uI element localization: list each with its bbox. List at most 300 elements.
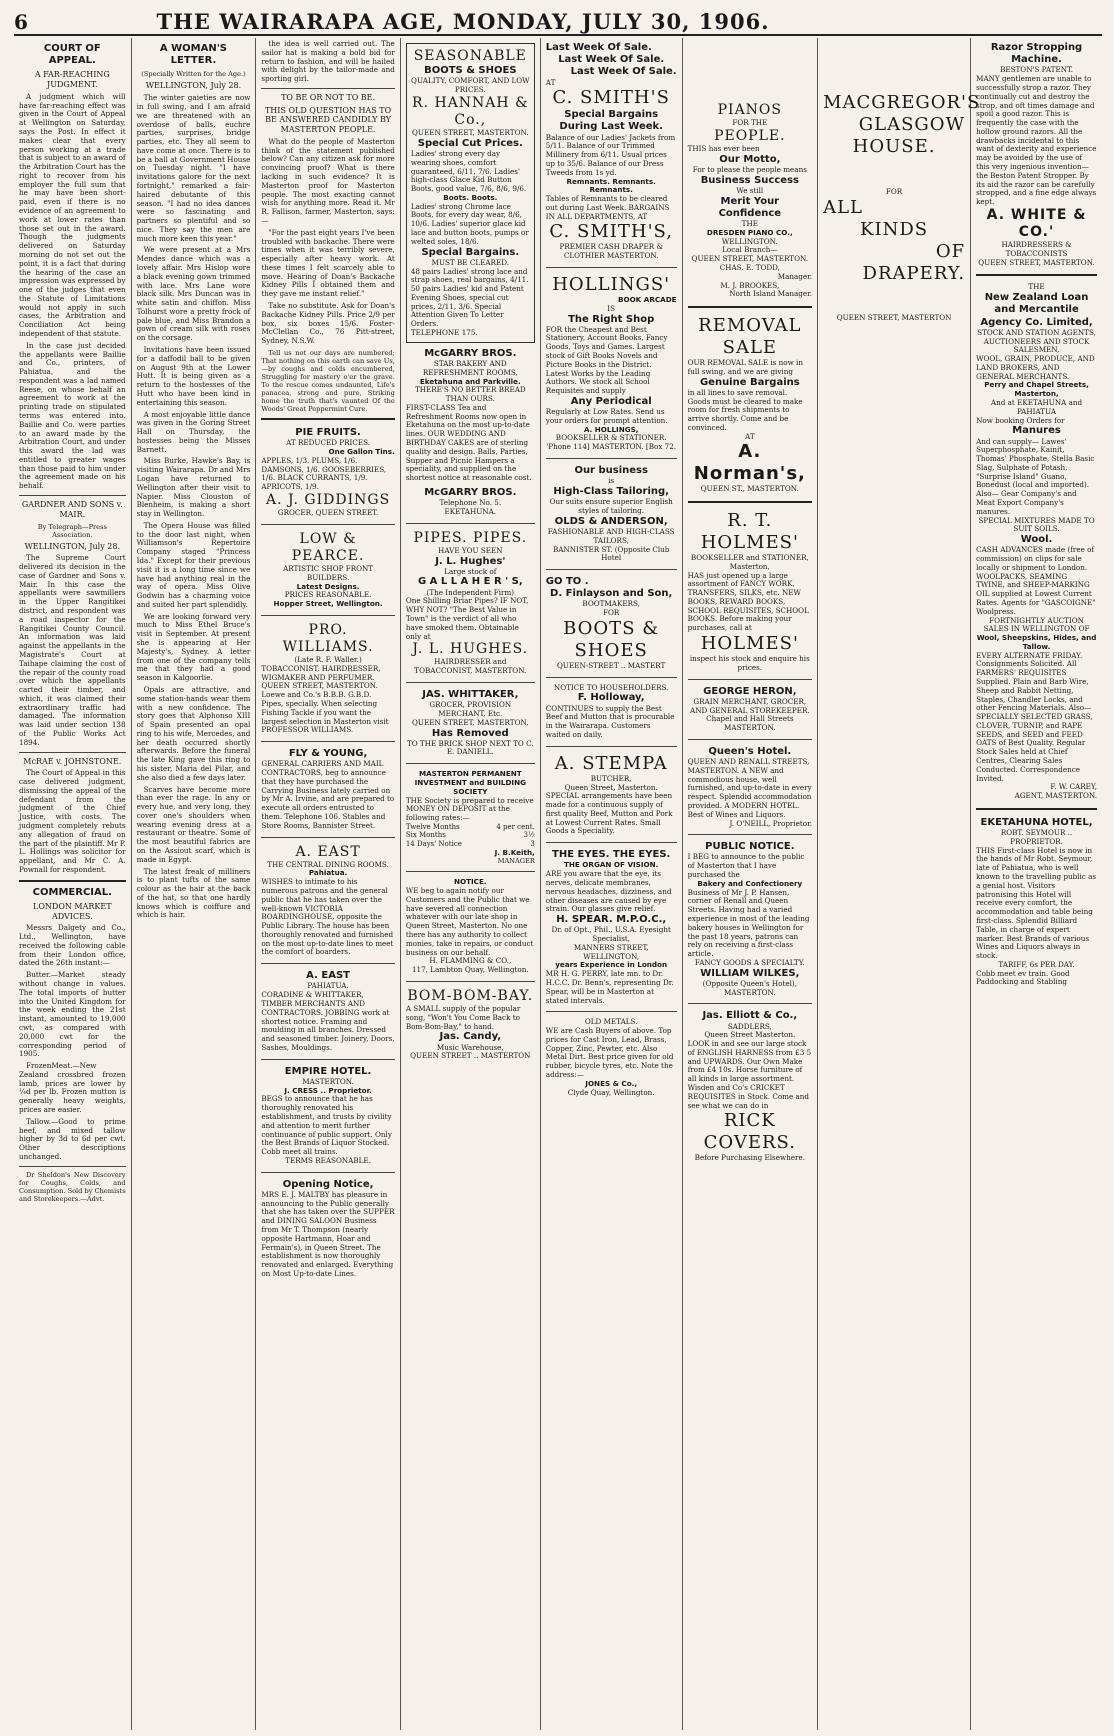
rate-term: Twelve Months bbox=[405, 822, 460, 831]
advert-text: Tables of Remnants to be cleared out during Last Week. BARGAINS IN ALL DEPARTMENTS, AT bbox=[545, 194, 670, 221]
advert-text: ARTISTIC SHOP FRONT BUILDERS. bbox=[283, 564, 374, 582]
article-paragraph: Invitations have been issued for a daffodil ball to be given on August 9th at the Lower Hutt. It is being given as a return to the hostesses of the Hutt who have been kind in entertaining this season. bbox=[136, 345, 251, 407]
advert-text: THE Society is prepared to receive MONEY ON DEPOSIT at the following rates:— bbox=[405, 795, 534, 823]
advert-text: Large stock of bbox=[444, 566, 497, 576]
advert-text: TELEPHONE 175. bbox=[410, 327, 478, 337]
article-paragraph: FrozenMeat.—New Zealand crossbred frozen lamb, prices are lower by ¼d per lb. Frozen mutton is generally heavy weights, prices are easier. bbox=[19, 1061, 126, 1114]
divider bbox=[546, 458, 677, 459]
advert-text: Regularly at Low Rates. Send us your orders for prompt attention. bbox=[545, 407, 668, 425]
column-5 bbox=[541, 38, 683, 1730]
advert-text: And at EKETAHUNA and PAHIATUA bbox=[990, 397, 1083, 416]
divider bbox=[406, 523, 535, 524]
advert-dresden-piano bbox=[688, 40, 813, 301]
advert-text: years Experience in London bbox=[555, 960, 668, 970]
article-paragraph: Miss Burke, Hawke's Bay, is visiting Wairarapa. Dr and Mrs Logan have returned to Wellington after their visit to Napier. Miss Clouston of Blenheim, is making a short stay in Wellington. bbox=[136, 456, 251, 519]
advert-address: Queen Street Masterton. bbox=[704, 1030, 796, 1040]
advert-text: G A L L A H E R ' S, bbox=[417, 576, 523, 588]
advert-text: One Shilling Briar Pipes? IF NOT, WHY NOT? "The Best Value in Town" is the verdict of all who have smoked them. Obtainable only at bbox=[405, 596, 529, 641]
advert-text: ARE you aware that the eye, its nerves, delicate membranes, nervous headaches, dizziness, and other diseases are caused by eye strain. Our glasses give relief. bbox=[545, 869, 672, 914]
advert-text: BEGS to announce that he has thoroughly renovated his establishment, and trusts by civility and attention to merit further continuance of public support. Only the Best Brands of Liquor Stocked. Cobb meet all trains. bbox=[261, 1094, 392, 1157]
advert-eketahuna-hotel bbox=[976, 815, 1097, 989]
advert-text: BOOKSELLER & STATIONER. bbox=[555, 433, 667, 443]
article-heading: TO BE OR NOT TO BE. bbox=[281, 92, 376, 102]
advert-text: AT bbox=[545, 77, 556, 87]
divider bbox=[406, 871, 535, 872]
advert-text: QUEEN AND RENALL STREETS, MASTERTON. A NEW and commodious house, well furnished, and up-to-date in every respect. Splendid accommodation provided. A MODERN HOTEL. Best of Wines and Liquors. bbox=[687, 757, 812, 819]
article-paragraph: Take no substitute. Ask for Doan's Backache Kidney Pills. Price 2/9 per box, six boxes 15/6. Foster-McClellan Co., 76 Pitt-street, Sydney, N.S.W. bbox=[261, 300, 395, 346]
article-paragraph: The winter gaieties are now in full swing, and I am afraid we are threatened with an overdose of balls, euchre parties, surprises, bridge parties, etc. They all seem to have come at once. There is to be a ball at Government House on Tuesday night. "I have invitations galore for the next fortnight," remarked a fair-haired debutante of this season. "I had no idea dances were so fascinating and partners so plentiful and so nice. They say the men are much more keen this year." bbox=[136, 93, 251, 243]
advert-name: J. CRESS .. Proprietor. bbox=[284, 1085, 372, 1095]
advert-text: Our suits ensure superior English styles of tailoring. bbox=[549, 497, 673, 515]
advert-title: EMPIRE HOTEL. bbox=[284, 1065, 372, 1077]
advert-title: Queen's Hotel. bbox=[708, 745, 792, 757]
advert-text: Masterton, bbox=[729, 561, 770, 571]
advert-text: MRS E. J. MALTBY has pleasure in announcing to the Public generally that she has taken over the SUPPER and DINING SALOON Business from Mr T. Thompson (nearly opposite Hartmann, Hoar and Fermain's), in Queen Street. The establishment is now thoroughly renovated and enlarged. Everything on Most Up-to-date Lines. bbox=[261, 1189, 395, 1278]
advert-title: THE EYES. THE EYES. bbox=[552, 849, 671, 861]
advert-title: JAS. WHITTAKER, bbox=[422, 688, 519, 700]
advert-text: GRAIN MERCHANT, GROCER, AND GENERAL STOREKEEPER. Chapel and Hall Streets bbox=[690, 696, 810, 724]
advert-nz-loan bbox=[976, 281, 1097, 803]
advert-holmes-books bbox=[688, 508, 813, 674]
advert-text: Dr. of Opt., Phil., U.S.A. Eyesight Specialist, bbox=[551, 925, 671, 944]
advert-name: OLDS & ANDERSON, bbox=[554, 515, 668, 527]
advert-text: For to please the people means bbox=[692, 164, 807, 174]
article-paragraph: The Court of Appeal in this case delivered judgment, dismissing the appeal of the defendant from the judgment of the Chief Justice, with costs. The judgment completely rebuts any allegation of fraud on the part of the plaintiff. Mr P. L. Hollings was solicitor for appellant, and Mr C. A. Pownall for respondent. bbox=[19, 768, 126, 874]
advert-bom-bom-bay bbox=[406, 986, 535, 1063]
advert-title: A. EAST bbox=[295, 843, 361, 860]
column-6 bbox=[683, 38, 819, 1730]
spacer bbox=[823, 42, 965, 92]
advert-notice-flamming bbox=[406, 876, 535, 977]
advert-title: Our business bbox=[574, 465, 648, 477]
article-paragraph: The Opera House was filled to the door last night, when Williamson's Repertoire Company staged "Princess Ida." Except for their previous visit it is a long time since we have had anything real in the way of opera. Miss Olive Godwin has a charming voice and suited her part splendidly. bbox=[136, 520, 251, 609]
divider bbox=[688, 1003, 813, 1004]
advert-address: QUEEN STREET, MASTERTON. bbox=[978, 257, 1095, 267]
advert-text: FOR THE bbox=[732, 118, 768, 128]
advert-title: PUBLIC NOTICE. bbox=[705, 841, 795, 853]
advert-address: Queen Street, Masterton. bbox=[564, 782, 658, 792]
rate-value: 4 per cent. bbox=[496, 822, 535, 831]
advert-old-metals bbox=[546, 1016, 677, 1099]
advert-title: PIANOS bbox=[717, 102, 783, 118]
advert-name: JONES & Co., bbox=[585, 1078, 638, 1088]
advert-address: HAIRDRESSER and TOBACCONIST, MASTERTON. bbox=[414, 657, 527, 676]
advert-queens-hotel bbox=[688, 744, 813, 830]
advert-title: New Zealand Loan and Mercantile Agency Co. Limited, bbox=[980, 292, 1093, 328]
advert-title: Last Week Of Sale. bbox=[545, 42, 652, 53]
advert-text: Manures bbox=[1012, 425, 1061, 437]
rate-row bbox=[406, 823, 535, 832]
column-2 bbox=[132, 38, 257, 1730]
advert-text: WE beg to again notify our Customers and the Public that we have severed all connection whatever with our late shop in Queen Street, Masterton. No one there has any authority to collect monies, take in repairs, or conduct business on our behalf. bbox=[405, 886, 534, 957]
advert-text: SADDLERS, bbox=[727, 1021, 772, 1031]
article-paragraph: A most enjoyable little dance was given in the Goring Street Hall on Thursday, the hostesses being the Misses Barnett. bbox=[136, 409, 251, 454]
advert-title: MACGREGOR'S bbox=[823, 92, 981, 113]
divider bbox=[688, 501, 813, 503]
article-subheading: A FAR-REACHING JUDGMENT. bbox=[34, 70, 110, 90]
spacer bbox=[823, 284, 965, 314]
advert-address: QUEEN STREET, MASTERTON. bbox=[412, 127, 529, 137]
advert-text: MR H. G. PERRY, late mn. to Dr. H.C.C. Dr. Benn's, representing Dr. Spear, will be in Masterton at stated intervals. bbox=[545, 969, 674, 1005]
column-3 bbox=[256, 38, 400, 1730]
rate-term: 14 Days' Notice bbox=[405, 840, 462, 849]
advert-text: Perry and Chapel Streets, Masterton, bbox=[984, 380, 1089, 399]
divider bbox=[406, 981, 535, 982]
divider bbox=[406, 682, 535, 683]
advert-text: GO TO . bbox=[545, 576, 589, 588]
advert-holloway bbox=[546, 682, 677, 742]
advert-name: C. SMITH'S, bbox=[549, 221, 673, 243]
advert-text: MANY gentlemen are unable to successfully strop a razor. They continually cut and destroy the strop, and oft times damage and spoil a good razor. This is frequently the case with the hollow ground razors. All the drawbacks incidental to this want of dexterity and experience may be avoided by the use of this very ingenious invention—the Beston Patent Stropper. By its aid the razor can be carefully stropped, and a fine edge always kept. bbox=[976, 74, 1097, 207]
divider bbox=[406, 763, 535, 764]
advert-text: THIS has ever been bbox=[687, 143, 760, 153]
advert-title: LOW & PEARCE. bbox=[291, 530, 365, 564]
advert-text: Latest Designs. bbox=[296, 581, 360, 591]
advert-text: AT REDUCED PRICES. bbox=[286, 438, 371, 448]
divider bbox=[261, 741, 394, 742]
advert-title: GLASGOW bbox=[858, 113, 966, 135]
advert-name: H. SPEAR. M.P.O.C., bbox=[556, 914, 667, 926]
advert-text: Has Removed bbox=[431, 727, 509, 739]
advert-text: 48 pairs Ladies' strong lace and strap shoes, real bargains, 4/11. 50 pairs Ladies' kid and Patent Evening Shoes, special cut prices, 2/11, 3/6. Special Attention Given To Letter Orders. bbox=[410, 266, 529, 329]
article-paragraph: Scarves have become more than ever the rage. In any or every hue, and very long, they cover one's shoulders when wearing evening dress at a restaurant or theatre. Some of the most beautiful fabrics are on the Assiout scarf, which is made in Egypt. bbox=[136, 784, 251, 864]
advert-text: Remnants. Remnants. Remnants. bbox=[566, 176, 656, 195]
advert-name: DRESDEN PIANO CO., bbox=[706, 227, 793, 237]
advert-text: (The Independent Firm) bbox=[426, 587, 515, 597]
newspaper-title: THE WAIRARAPA AGE, MONDAY, JULY 30, 1906. bbox=[156, 9, 770, 34]
advert-title: Razor Stropping Machine. bbox=[990, 42, 1083, 66]
advert-title: PEOPLE. bbox=[714, 127, 786, 144]
article-paragraph: The Supreme Court delivered its decision in the case of Gardner and Sons v. Mair. In this case the appellants were sawmillers in the Upper Rangitikei district, and respondent was a road inspector for the Rangitikei County Council. An information was laid against the appellants in the Magistrate's Court at Taihape claiming the cost of the repair of the county road over which the appellants carted their timber, and which, it was claimed their extraordinary traffic had damaged. The information was laid under section 138 of the Public Works Act 1894. bbox=[19, 553, 126, 747]
advert-public-notice bbox=[688, 839, 813, 999]
advert-pipes bbox=[406, 528, 535, 678]
advert-text: FOR the Cheapest and Best Stationery, Account Books, Fancy Goods, Toys and Games. Largest stock of Gift Books Novels and Picture Books in the District. Latest Works by the Leading Authors. We stock all School Requisites and supply bbox=[545, 324, 668, 396]
advert-text: Local Branch— bbox=[722, 245, 778, 255]
advert-title: SEASONABLE bbox=[413, 48, 527, 64]
advert-mcgarry-sign bbox=[406, 485, 535, 519]
divider bbox=[19, 1166, 126, 1167]
article-subheading: LONDON MARKET ADVICES. bbox=[33, 901, 112, 921]
advert-name: J. B.Keith, bbox=[494, 847, 535, 857]
advert-title: EKETAHUNA HOTEL, bbox=[980, 816, 1093, 828]
advert-building-society bbox=[406, 768, 535, 867]
advert-text: Wool, Sheepskins, Hides, and Tallow. bbox=[976, 633, 1097, 651]
advert-text: Our Motto, bbox=[719, 153, 781, 165]
advert-text: HAVE YOU SEEN bbox=[438, 545, 503, 555]
advert-name: A. WHITE & CO.' bbox=[986, 206, 1087, 240]
advert-text: MUST BE CLEARED. bbox=[431, 257, 509, 267]
advert-text: EVERY ALTERNATE FRIDAY. Consignments Solicited. All FARMERS' REQUISITES Supplied. Plain and Barb Wire, Sheep and Rabbit Netting, Staples, Chandler Locks, and other Fencing Materials. Also— SPECIALLY SELECTED GRASS, CLOVER, TURNIP, and RAPE SEEDS, and SEED and FEED OATS of Best Quality. Regular Stock Sales held at Chief Centres, Clearing Sales Conducted. Correspondence Invited. bbox=[976, 650, 1093, 783]
divider bbox=[546, 746, 677, 747]
advert-text: AT bbox=[745, 431, 755, 441]
divider bbox=[19, 880, 126, 882]
article-paragraph: Tallow.—Good to prime beef, and mixed tallow higher by 3d to 6d per cwt. Other descriptions unchanged. bbox=[19, 1116, 126, 1161]
advert-text: PRICES REASONABLE. bbox=[284, 590, 372, 600]
advert-text: WISHES to intimate to his numerous patrons and the general public that he has taken over the well-known VICTORIA BOARDINGHOUSE, opposite the Public Library. The house has been thoroughly renovated and furnished on the most up-to-date lines to meet the comfort of boarders. bbox=[261, 877, 394, 957]
advert-name: J. O'NEILL, Proprietor. bbox=[729, 818, 813, 828]
advert-text: FANCY GOODS A SPECIALTY. bbox=[694, 957, 805, 967]
advert-text: PAHIATUA. bbox=[307, 981, 349, 991]
advert-title: Opening Notice, bbox=[282, 1178, 374, 1190]
advert-text: And can supply— Lawes' Superphosphate, Kainit, Thomas' Phosphate, Stella Basic Slag, Sulphate of Potash, "Surprise Island" Guano, Bonedust (local and imported). Also— Gear Company's and Meat Export Company's manures. bbox=[976, 436, 1095, 516]
advert-text: TERMS REASONABLE. bbox=[285, 1155, 371, 1165]
rhyme: Tell us not our days are numbered; That nothing on this earth can save Us,—by coughs and colds encumbered, Struggling for mastery o'er the grave. To the rescue comes undaunted, Life's panacea, strong and pure, Striking home the truth that's vaunted Of the Woods' Great Peppermint Cure. bbox=[261, 348, 395, 414]
advert-text: Special Bargains During Last Week. bbox=[559, 109, 663, 133]
advert-pie-fruits bbox=[261, 425, 394, 520]
advert-text: THIS First-class Hotel is now in the hands of Mr Robt. Seymour, late of Pahiatua, who is well known to the travelling public as a genial host. Visitors patronising this Hotel will receive every comfort, the accommodation and table being first-class. Splendid Billiard Table, in charge of expert marker. Best Brands of various Wines and Liquors always in stock. bbox=[976, 845, 1097, 961]
divider bbox=[688, 679, 813, 680]
advert-low-pearce bbox=[261, 529, 394, 611]
article-paragraph: We are looking forward very much to Miss Ethel Bruce's visit in September. At present she is appearing at Her Majesty's, Sydney. A letter from one of the company tells me that they had a good season in Kalgoorlie. bbox=[136, 611, 251, 683]
advert-text: Eketahuna and Parkville. bbox=[419, 376, 521, 386]
column-1 bbox=[14, 38, 132, 1730]
advert-title: HOLLINGS' bbox=[552, 274, 671, 295]
article-paragraph: Butter.—Market steady without change in values. The total imports of butter into the United Kingdom for the week ending the 21st instant, amounted to 19,000 cwt, as compared with 20,000 cwt for the corresponding period of 1905. bbox=[19, 970, 126, 1059]
article-paragraph: the idea is well carried out. The sailor hat is making a bold bid for return to fashion, and will be hailed with delight by the tailor-made and sporting girl. bbox=[261, 39, 395, 84]
advert-text: BUTCHER, bbox=[590, 773, 632, 783]
spacer bbox=[688, 42, 813, 102]
advert-text: Telephone No. 5. bbox=[439, 498, 502, 508]
advert-text: WOOL, GRAIN, PRODUCE, AND LAND BROKERS, AND GENERAL MERCHANTS. bbox=[976, 354, 1095, 381]
advert-role: North Island Manager. bbox=[729, 289, 813, 299]
article-heading: COMMERCIAL. bbox=[32, 886, 112, 898]
article-paragraph: Opals are attractive, and some station-hands wear them with a new confidence. The story goes that Alphonso XIII of Spain presented an opal ring to his wife, Mercedes, and her death occurred shortly afterwards. Before the funeral the late King gave this ring to his sister, Maria del Pilar, and she also died a few days later. bbox=[136, 684, 251, 782]
column-8 bbox=[971, 38, 1102, 1730]
advert-name: R. HANNAH & Co., bbox=[412, 94, 529, 128]
columns bbox=[14, 38, 1102, 1730]
divider bbox=[546, 677, 677, 678]
advert-text: Pahiatua. bbox=[308, 868, 348, 878]
advert-norman-removal bbox=[688, 313, 813, 496]
advert-text: Business Success bbox=[700, 174, 799, 186]
divider bbox=[688, 306, 813, 308]
advert-text: inspect his stock and enquire his prices. bbox=[689, 653, 810, 672]
advert-text: STAR BAKERY AND REFRESHMENT ROOMS, bbox=[422, 358, 518, 377]
advert-smiths-sale bbox=[546, 40, 677, 263]
advert-text: Merit Your Confidence bbox=[718, 195, 782, 219]
rate-value: 3½ bbox=[523, 831, 535, 840]
advert-title: PIPES. PIPES. bbox=[413, 529, 528, 546]
advert-name: WILLIAM WILKES, bbox=[700, 967, 800, 979]
advert-title: McGARRY BROS. bbox=[424, 486, 517, 498]
advert-text: One Gallon Tins. bbox=[328, 447, 395, 457]
advert-text: QUALITY, COMFORT, AND LOW PRICES. bbox=[411, 76, 530, 95]
advert-title: PRO. WILLIAMS. bbox=[282, 621, 374, 655]
advert-text: Genuine Bargains bbox=[699, 376, 800, 388]
byline: By Telegraph—Press Association. bbox=[37, 522, 107, 539]
advert-text: We still bbox=[736, 185, 764, 195]
advert-name: A. HOLLINGS, bbox=[583, 424, 639, 434]
advert-text: A SMALL supply of the popular song, "Won't You Come Back to Bom-Bom-Bay," to hand. bbox=[405, 1004, 521, 1031]
advert-pro-williams bbox=[261, 620, 394, 737]
advert-text: THE bbox=[1028, 282, 1045, 292]
advert-title: BOOTS & SHOES bbox=[424, 65, 517, 77]
advert-title: Last Week Of Sale. bbox=[570, 66, 677, 78]
advert-title: Jas. Elliott & Co., bbox=[702, 1010, 798, 1022]
advert-title: OLD METALS. bbox=[584, 1017, 638, 1027]
advert-text: KINDS bbox=[860, 218, 929, 240]
advert-text: THE bbox=[741, 219, 758, 229]
advert-name: CHAS. E. TODD, bbox=[719, 262, 780, 272]
advert-address: MANNERS STREET, WELLINGTON, bbox=[573, 942, 649, 961]
advert-a-east-timber bbox=[261, 968, 394, 1054]
advert-text: WE are Cash Buyers of above. Top prices for Cast Iron, Lead, Brass, Copper, Zinc, Pewter, etc. Also Metal Dirt. Best price given for old rubber, bicycle tyres, etc. Note the address:— bbox=[545, 1026, 674, 1079]
advert-address: Hopper Street, Wellington. bbox=[273, 599, 383, 609]
article-paragraph: We were present at a Mrs Mendes dance which was a lovely affair. Mrs Hislop wore a black evening gown trimmed with lace. Mrs Lane wore black silk. Mrs Duncan was in white satin and chiffon. Miss Tolhurst wore a pretty frock of pale blue, and Miss Brandon a gown of cream silk with roses on the corsage. bbox=[136, 245, 251, 343]
advert-name: C. SMITH'S bbox=[552, 87, 670, 109]
article-subheading: THIS OLD QUESTION HAS TO BE ANSWERED CANDIDLY BY MASTERTON PEOPLE. bbox=[264, 105, 392, 135]
divider bbox=[261, 1059, 394, 1060]
advert-name: Jas. Candy, bbox=[439, 1031, 502, 1043]
rate-term: Six Months bbox=[405, 831, 446, 840]
advert-text: (Late R. F. Waller.) bbox=[294, 655, 362, 665]
advert-text: APPLES, 1/3. PLUMS, 1/6. DAMSONS, 1/6. GOOSEBERRIES, 1/6. BLACK CURRANTS, 1/9. APRICOTS, 1/9. bbox=[261, 455, 387, 492]
advert-name: M. J. BROOKES, bbox=[720, 280, 780, 290]
advert-text: THERE'S NO BETTER BREAD THAN OURS. bbox=[414, 385, 526, 404]
advert-elliott-saddlers bbox=[688, 1008, 813, 1165]
advert-text: CORADINE & WHITTAKER, TIMBER MERCHANTS AND CONTRACTORS. JOBBING work at shortest notice. Framing and moulding in all branches. Dressed and seasoned timber. Joinery, Doors, Sashes, Mouldings. bbox=[261, 990, 395, 1052]
advert-text: FOR bbox=[885, 186, 903, 196]
advert-text: FORTNIGHTLY AUCTION SALES IN WELLINGTON OF bbox=[983, 615, 1090, 634]
advert-text: Bakery and Confectionery bbox=[697, 878, 803, 888]
advert-text: 'Phone 114] MASTERTON. [Box 72. bbox=[546, 442, 677, 452]
advert-name: A. Norman's, bbox=[693, 441, 806, 485]
advert-title: HOUSE. bbox=[852, 135, 936, 157]
advert-text: TARIFF, 6s PER DAY. bbox=[998, 959, 1075, 969]
divider bbox=[688, 739, 813, 740]
article-heading: GARDNER AND SONS v. MAIR. bbox=[21, 500, 123, 519]
advert-whittaker bbox=[406, 687, 535, 759]
advert-text: FIRST-CLASS Tea and Refreshment Rooms now open in Eketahuna on the most up-to-date lines. OUR WEDDING AND BIRTHDAY CAKES are of sterling quality and design. Balls, Parties, Supper and Picnic Hampers a speciality, and supplied on the shortest notice at reasonable cost. bbox=[405, 402, 532, 483]
advert-text: OUR REMOVAL SALE is now in full swing, and we are giving bbox=[687, 357, 803, 376]
article-heading: A WOMAN'S LETTER. bbox=[159, 43, 227, 67]
advert-text: SPECIAL arrangements have been made for a continuous supply of first quality Beef, Mutton and Pork at Lowest Current Rates. Small Goods a Speciality. bbox=[545, 791, 673, 836]
advert-role: AGENT, MASTERTON. bbox=[1014, 791, 1097, 801]
advert-text: Balance of our Ladies' Jackets from 5/11. Balance of our Trimmed Millinery from 6/11. Usual prices up to 35/6. Balance of our Dress Tweeds from 1s yd. bbox=[545, 132, 676, 177]
advert-text: FASHIONABLE AND HIGH-CLASS TAILORS, bbox=[547, 526, 675, 545]
advert-address: QUEEN-STREET .. MASTERT bbox=[557, 660, 666, 670]
advert-text: CASH ADVANCES made (free of commission) on clips for sale locally or shipment to London. WOOLPACKS, SEAMING TWINE, and SHEEP-MARKING OIL supplied at Lowest Current Rates. Agents for "GASCOIGNE" Woolpress. bbox=[976, 545, 1096, 616]
advert-address: QUEEN STREET, MASTERTON. bbox=[691, 254, 809, 264]
advert-text: Cobb meet ev train. Good Paddocking and Stabling bbox=[976, 968, 1070, 987]
article-subheading: (Specially Written for the Age.) bbox=[141, 70, 246, 79]
divider bbox=[546, 1011, 677, 1012]
advert-name: F. Holloway, bbox=[577, 692, 645, 704]
advert-text: I BEG to announce to the public of Masterton that I have purchased the bbox=[687, 852, 805, 880]
article-heading: COURT OF APPEAL. bbox=[43, 43, 101, 67]
advert-name: ROBT. SEYMOUR .. PROPRIETOR. bbox=[1000, 828, 1073, 846]
advert-fly-young bbox=[261, 746, 394, 832]
dateline: WELLINGTON, July 28. bbox=[24, 541, 120, 551]
advert-title: PIE FRUITS. bbox=[295, 427, 361, 439]
divider bbox=[261, 418, 394, 420]
divider bbox=[261, 837, 394, 838]
advert-name: D. Finlayson and Son, bbox=[550, 588, 673, 600]
advert-text: Now booking Orders for bbox=[976, 415, 1065, 425]
dateline: WELLINGTON, July 28. bbox=[145, 81, 242, 91]
advert-macgregors bbox=[823, 40, 981, 325]
advert-title: A. STEMPA bbox=[554, 752, 668, 774]
article-paragraph: A judgment which will have far-reaching effect was given in the Court of Appeal at Wellington on Saturday, says the Post. In effect it makes clear that every person working at a trade that is subject to an award of the Arbitration Court has the right to recover from his employer the full sum that he may have been short-paid, even if there is no evidence of an agreement to work at lower rates than those set out in the award. Though the judgments delivered on Saturday morning do not set out the point, it is a fact that during the hearing of the case an impression was expressed by one of the judges that even the Statute of Limitations would not apply in such cases, the Arbitration and Conciliation Act being independent of that statute. bbox=[19, 91, 126, 338]
advert-footer: Dr Sheldon's New Discovery for Coughs, Colds, and Consumption. Sold by Chemists and Storekeepers.—Advt. bbox=[19, 1170, 126, 1203]
advert-text: BESTON'S PATENT. bbox=[1000, 65, 1073, 75]
advert-address: GROCER, QUEEN STREET. bbox=[277, 508, 379, 518]
divider bbox=[261, 88, 394, 89]
advert-address: BANNISTER ST. (Opposite Club Hotel bbox=[552, 544, 670, 563]
divider bbox=[976, 274, 1097, 276]
advert-address: QUEEN ST., MASTERTON. bbox=[700, 484, 799, 494]
advert-address: Clyde Quay, Wellington. bbox=[567, 1087, 655, 1097]
divider bbox=[261, 524, 394, 525]
advert-george-heron bbox=[688, 684, 813, 735]
advert-address: PREMIER CASH DRAPER & CLOTHIER MASTERTON. bbox=[559, 242, 663, 261]
advert-text: BOOTMAKERS, bbox=[582, 599, 640, 609]
column-7 bbox=[818, 38, 981, 1730]
advert-hannah-boots bbox=[406, 43, 535, 343]
advert-text: BOOK ARCADE bbox=[617, 294, 677, 304]
advert-address: QUEEN STREET, MASTERTON, bbox=[412, 717, 529, 727]
advert-name: J. L. Hughes' bbox=[435, 555, 506, 567]
advert-text: ALL bbox=[823, 196, 863, 218]
divider bbox=[19, 495, 126, 496]
advert-title: REMOVAL SALE bbox=[698, 315, 802, 359]
advert-text: RICK COVERS. bbox=[703, 1110, 796, 1154]
advert-text: GENERAL CARRIERS AND MAIL CONTRACTORS, beg to announce that they have purchased the Carrying Business lately carried on by Mr A. Irvine, and are prepared to execute all orders entrusted to them. Telephone 106. Stables and Store Rooms, Bannister Street. bbox=[261, 759, 395, 830]
spacer bbox=[823, 158, 965, 188]
advert-text: in all lines to save removal. Goods must be cleared to make room for fresh shipments to arrive shortly. Come and be convinced. bbox=[687, 387, 803, 432]
advert-text: Business of Mr J. P. Hansen, corner of Renall and Queen Streets. Having had a varied experience in most of the leading bakery houses in Wellington for the past 18 years, patrons can rely on receiving a first-class article. bbox=[687, 887, 810, 959]
advert-address: QUEEN STREET, MASTERTON bbox=[836, 313, 952, 323]
advert-text: Before Purchasing Elsewhere. bbox=[694, 1153, 805, 1163]
advert-title: Last Week Of Sale. bbox=[558, 54, 665, 66]
advert-text: CONTINUES to supply the Best Beef and Mutton that is procurable in the Wairarapa. Customers waited on daily. bbox=[545, 703, 675, 740]
advert-name: J. L. HUGHES. bbox=[412, 641, 529, 658]
advert-text: DRAPERY. bbox=[862, 262, 966, 284]
advert-text: Boots. Boots. bbox=[443, 192, 498, 202]
advert-stempa bbox=[546, 751, 677, 838]
article-paragraph: In the case just decided the appellants were Baillie and Co., printers, of Pahiatua, and the respondent was a lad named Reese, on whose behalf an agreement to work at the printing trade on stipulated terms was entered into. Baillie and Co. were parties to an award made by the Arbitration Court, and under this award the lad was entitled to greater wages than those paid to him under the agreement made on his behalf. bbox=[19, 340, 126, 491]
advert-title: GEORGE HERON, bbox=[703, 685, 797, 697]
article-paragraph: Messrs Dalgety and Co., Ltd., Wellington, have received the following cable from their London office, dated the 26th instant:— bbox=[19, 923, 126, 968]
advert-text: LOOK in and see our large stock of ENGLISH HARNESS from £3 5 and UPWARDS. Our Own Make from £4 10s. Horse furniture of all kinds in large assortment. Wisden and Co's CRICKET REQUISITES in Stock. Come and see what we can do in bbox=[687, 1039, 812, 1110]
advert-hollings bbox=[546, 272, 677, 454]
divider bbox=[261, 963, 394, 964]
advert-opening-notice bbox=[261, 1177, 394, 1281]
masthead bbox=[14, 6, 1102, 36]
advert-title: NOTICE. bbox=[453, 877, 487, 887]
advert-text: The Right Shop bbox=[568, 313, 655, 325]
advert-text: TO THE BRICK SHOP NEXT TO C. E. DANIELL. bbox=[406, 738, 534, 757]
advert-text: MASTERTON. bbox=[302, 1076, 354, 1086]
advert-text: EKETAHUNA. bbox=[444, 506, 497, 516]
advert-role: Manager. bbox=[777, 271, 813, 281]
advert-text: OF bbox=[935, 240, 966, 262]
advert-text: is bbox=[608, 476, 615, 486]
advert-text: FOR bbox=[603, 608, 620, 618]
article-heading: McRAE v. JOHNSTONE. bbox=[23, 756, 122, 766]
advert-name: HOLMES' bbox=[700, 633, 799, 655]
rate-value: 3 bbox=[530, 840, 535, 849]
advert-title: R. T. HOLMES' bbox=[700, 510, 799, 554]
advert-name: F. W. CAREY, bbox=[1050, 782, 1097, 792]
advert-text: MASTERTON. bbox=[724, 723, 776, 733]
column-4 bbox=[401, 38, 541, 1730]
advert-text: Special Bargains. bbox=[421, 246, 520, 258]
advert-title: NOTICE TO HOUSEHOLDERS. bbox=[553, 682, 669, 692]
advert-razor-strop bbox=[976, 40, 1097, 269]
advert-name: H. FLAMMING & CO., bbox=[429, 956, 512, 966]
advert-text: GROCER, PROVISION MERCHANT, Etc. bbox=[429, 700, 512, 718]
